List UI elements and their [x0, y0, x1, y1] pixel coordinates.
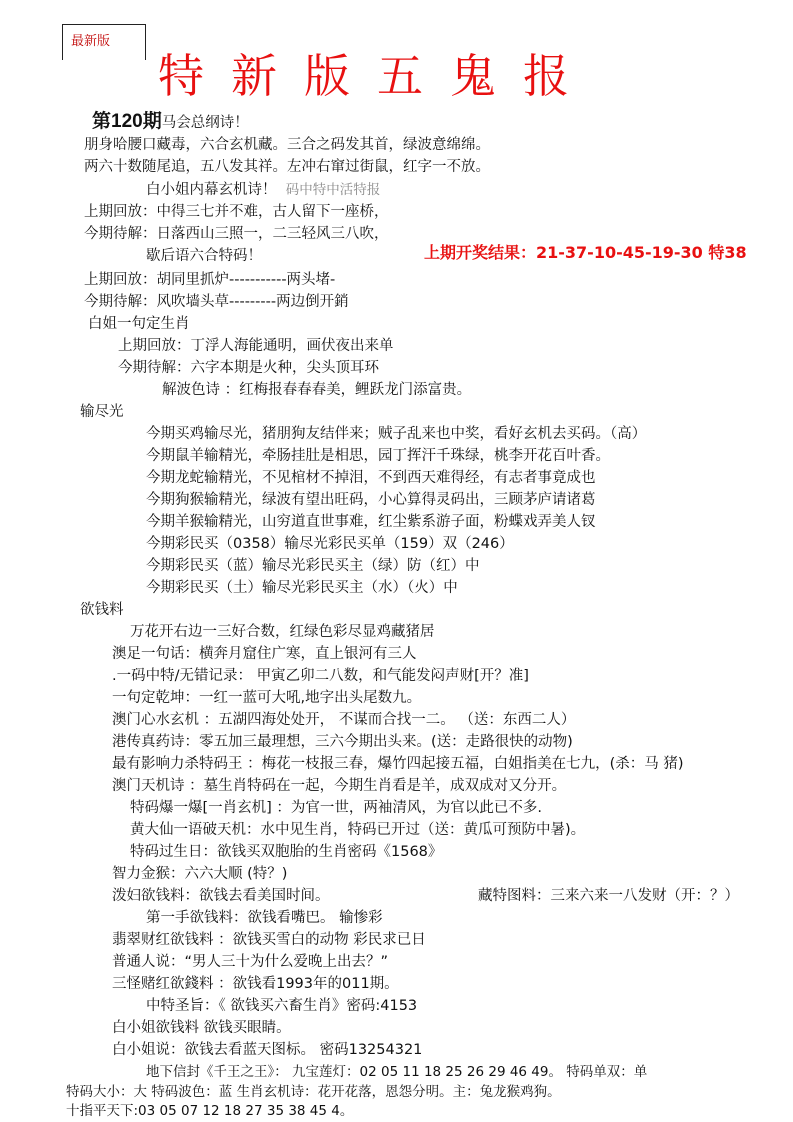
sister-zodiac-title: 白姐一句定生肖: [88, 316, 190, 332]
body-line: 澳门心水玄机 ：五湖四海处处开， 不谋而合找一二。 （送：东西二人）: [112, 712, 576, 728]
size-wave-line: 特码大小：大 特码波色：蓝 生肖玄机诗：花开花落，恩怨分明。主：兔龙猴鸡狗。: [66, 1084, 561, 1100]
lose-line: 今期彩民买（土）输尽光彩民买主（水）（火）中: [146, 580, 458, 596]
body-line: 翡翠财红欲钱料 ：欲钱买雪白的动物 彩民求已日: [112, 932, 426, 948]
tibet-chart-line: 藏特图料：三来六来一八发财（开：？）: [478, 888, 739, 904]
lose-line: 今期鼠羊输精光，牵肠挂肚是相思，园丁挥汗千珠绿，桃李开花百叶香。: [146, 448, 610, 464]
this-riddle-2: 今期待解：风吹墙头草---------两边倒开銷: [84, 294, 349, 310]
wave-color-poem: 解波色诗 ：红梅报春春春美，鲤跃龙门添富贵。: [162, 382, 472, 398]
this-riddle-1: 今期待解：日落西山三照一，二三轻风三八吹，: [84, 226, 389, 242]
poem-line-1: 朋身哈腰口藏毒，六合玄机藏。三合之码发其首，绿波意绵绵。: [84, 137, 490, 153]
poem-line-2: 两六十数随尾追，五八发其祥。左冲右窜过街鼠，红字一不放。: [84, 159, 490, 175]
body-line: 三怪赌红欲錢料 ：欲钱看1993年的011期。: [112, 976, 399, 992]
last-reply-1: 上期回放：中得三七并不难，古人留下一座桥，: [84, 204, 389, 220]
want-money-title: 欲钱料: [80, 602, 124, 618]
body-line: 最有影响力杀特码王 ：梅花一枝报三春，爆竹四起接五福，白姐指美在七九，(杀：马 猪): [112, 756, 684, 772]
lose-line: 今期龙蛇输精光，不见棺材不掉泪，不到西天难得经，有志者事竟成也: [146, 470, 596, 486]
lose-line: 今期买鸡输尽光，猪朋狗友结伴来；贼子乱来也中奖，看好玄机去买码。（高）: [146, 426, 647, 442]
last-reply-3: 上期回放：丁浮人海能通明，画伏夜出来单: [118, 338, 394, 354]
body-line: 黄大仙一语破天机：水中见生肖，特码已开过（送：黄瓜可预防中暑)。: [130, 822, 586, 838]
body-line: .一码中特/无错记录： 甲寅乙卯二八数，和气能发闷声财[开？准]: [112, 668, 529, 684]
issue-number: 第120期: [92, 111, 162, 132]
body-line: 普通人说：“男人三十为什么爱晚上出去？”: [112, 954, 389, 970]
body-line: 万花开右边一三好合数，红绿色彩尽显鸡藏猪居: [130, 624, 435, 640]
miss-poem-title: 白小姐内幕玄机诗！ 码中特中活特报: [146, 182, 381, 198]
body-line: 泼妇欲钱料：欲钱去看美国时间。: [112, 888, 330, 904]
page-title: 特新版五鬼报: [158, 49, 596, 103]
body-line: 智力金猴：六六大顺 (特？): [112, 866, 288, 882]
body-line: 白小姐欲钱料 欲钱买眼睛。: [112, 1020, 291, 1036]
body-line: 澳足一句话：横奔月窟住广寒，直上银河有三人: [112, 646, 417, 662]
body-line: 特码爆一爆[一肖玄机] ：为官一世，两袖清风，为官以此已不多.: [130, 800, 543, 816]
this-riddle-3: 今期待解：六字本期是火种，尖头顶耳环: [118, 360, 379, 376]
latest-edition-badge: 最新版: [62, 24, 146, 60]
body-line: 中特圣旨：《 欲钱买六畜生肖》密码:4153: [146, 998, 418, 1014]
body-line: 一句定乾坤：一红一蓝可大吼,地字出头尾数九。: [112, 690, 422, 706]
body-line: 港传真药诗：零五加三最理想，三六今期出头来。(送：走路很快的动物): [112, 734, 573, 750]
body-line: 第一手欲钱料：欲钱看嘴巴。 输惨彩: [146, 910, 383, 926]
lose-line: 今期狗猴输精光，绿波有望出旺码，小心算得灵码出，三顾茅庐请诸葛: [146, 492, 596, 508]
issue-header: [92, 106, 249, 133]
last-draw-result: 上期开奖结果：21-37-10-45-19-30 特38: [424, 243, 747, 262]
lose-line: 今期羊猴输精光，山穷道直世事难，红尘紫系游子面，粉蝶戏弄美人钗: [146, 514, 596, 530]
lose-line: 今期彩民买（蓝）输尽光彩民买主（绿）防（红）中: [146, 558, 480, 574]
body-line: 白小姐说：欲钱去看蓝天图标。 密码13254321: [112, 1042, 423, 1058]
body-line: 澳门天机诗 ：墓生肖特码在一起，今期生肖看是羊，成双成对又分开。: [112, 778, 567, 794]
xiehouyu-title: 歇后语六合特码！: [146, 248, 262, 264]
last-reply-2: 上期回放：胡同里抓炉-----------两头堵-: [84, 272, 336, 288]
lose-section-title: 输尽光: [80, 404, 124, 420]
king-of-kings-line: 地下信封《千王之王》： 九宝莲灯：02 05 11 18 25 26 29 46 49。 特码单双：单: [146, 1064, 648, 1080]
body-line: 特码过生日：欲钱买双胞胎的生肖密码《1568》: [130, 844, 443, 860]
lose-line: 今期彩民买（0358）输尽光彩民买单（159）双（246）: [146, 536, 514, 552]
ten-fingers-line: 十指平天下:03 05 07 12 18 27 35 38 45 4。: [66, 1103, 354, 1119]
issue-subtitle: 马会总纲诗！: [161, 115, 249, 131]
